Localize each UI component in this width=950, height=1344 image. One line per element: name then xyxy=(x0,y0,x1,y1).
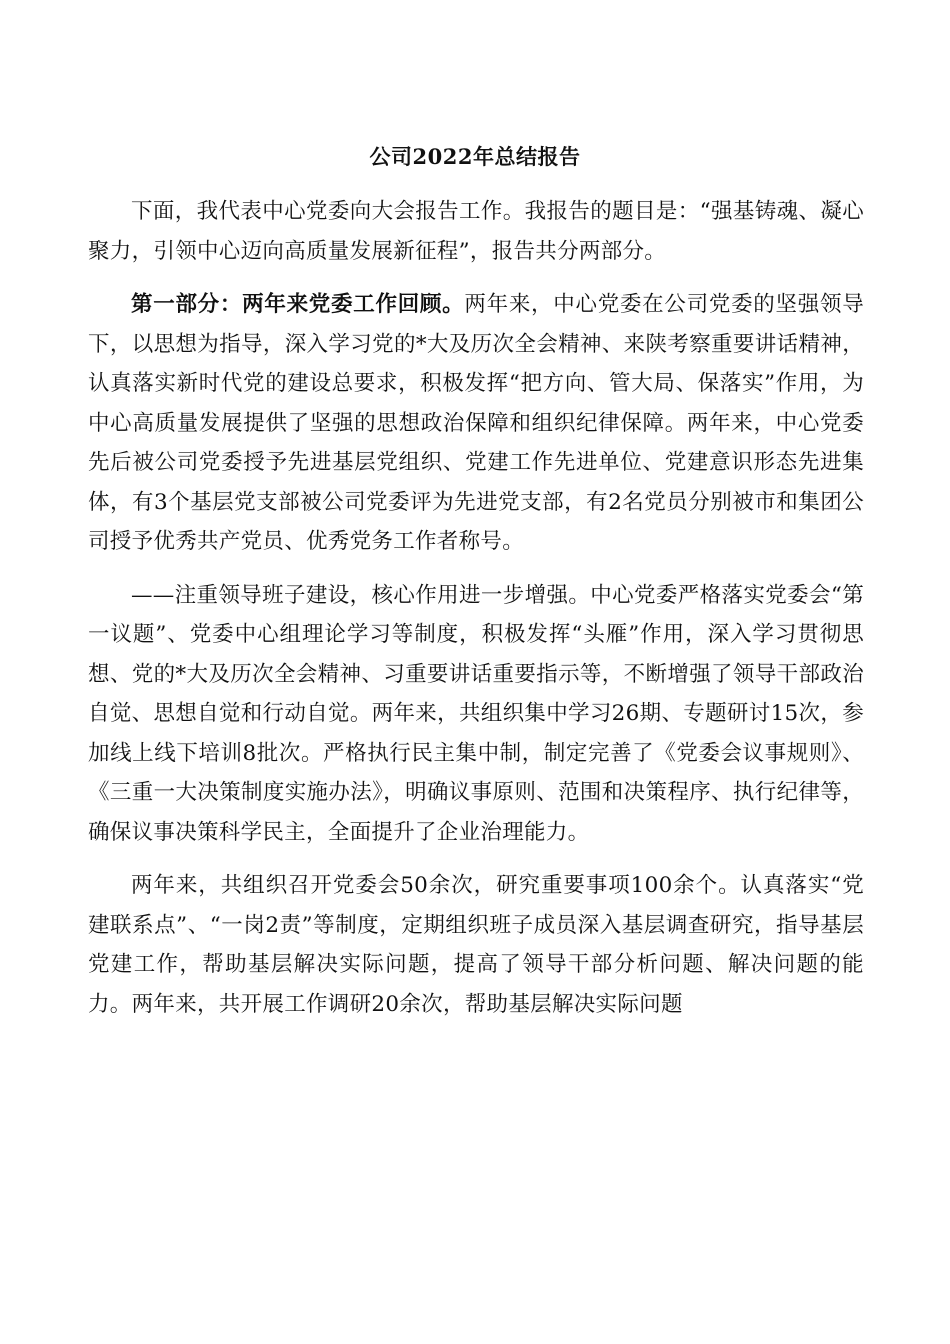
paragraph-meetings xyxy=(88,866,864,1024)
document-body xyxy=(88,192,864,1024)
paragraph-text: 两年来，共组织召开党委会50余次，研究重要事项100余个。认真落实“党建联系点”、“一岗2责”等制度，定期组织班子成员深入基层调查研究，指导基层党建工作，帮助基层解决实际问题，提高了领导干部分析问题、解决问题的能力。两年来，共开展工作调研20余次，帮助基层解决实际问题 xyxy=(88,873,864,1017)
paragraph-text: 下面，我代表中心党委向大会报告工作。我报告的题目是：“强基铸魂、凝心聚力，引领中心迈向高质量发展新征程”，报告共分两部分。 xyxy=(88,199,864,264)
paragraph-part-one xyxy=(88,285,864,562)
paragraph-leadership xyxy=(88,576,864,853)
paragraph-lead: 第一部分：两年来党委工作回顾。 xyxy=(131,292,465,317)
paragraph-text: 两年来，中心党委在公司党委的坚强领导下，以思想为指导，深入学习党的*大及历次全会精神、来陕考察重要讲话精神，认真落实新时代党的建设总要求，积极发挥“把方向、管大局、保落实”作用，为中心高质量发展提供了坚强的思想政治保障和组织纪律保障。两年来，中心党委先后被公司党委授予先进基层党组织、党建工作先进单位、党建意识形态先进集体，有3个基层党支部被公司党委评为先进党支部，有2名党员分别被市和集团公司授予优秀共产党员、优秀党务工作者称号。 xyxy=(88,292,864,554)
paragraph-intro xyxy=(88,192,864,271)
document-title: 公司2022年总结报告 xyxy=(369,144,581,169)
paragraph-text: ——注重领导班子建设，核心作用进一步增强。中心党委严格落实党委会“第一议题”、党委中心组理论学习等制度，积极发挥“头雁”作用，深入学习贯彻思想、党的*大及历次全会精神、习重要讲话重要指示等，不断增强了领导干部政治自觉、思想自觉和行动自觉。两年来，共组织集中学习26期、专题研讨15次，参加线上线下培训8批次。严格执行民主集中制，制定完善了《党委会议事规则》、《三重一大决策制度实施办法》，明确议事原则、范围和决策程序、执行纪律等，确保议事决策科学民主，全面提升了企业治理能力。 xyxy=(88,582,864,845)
